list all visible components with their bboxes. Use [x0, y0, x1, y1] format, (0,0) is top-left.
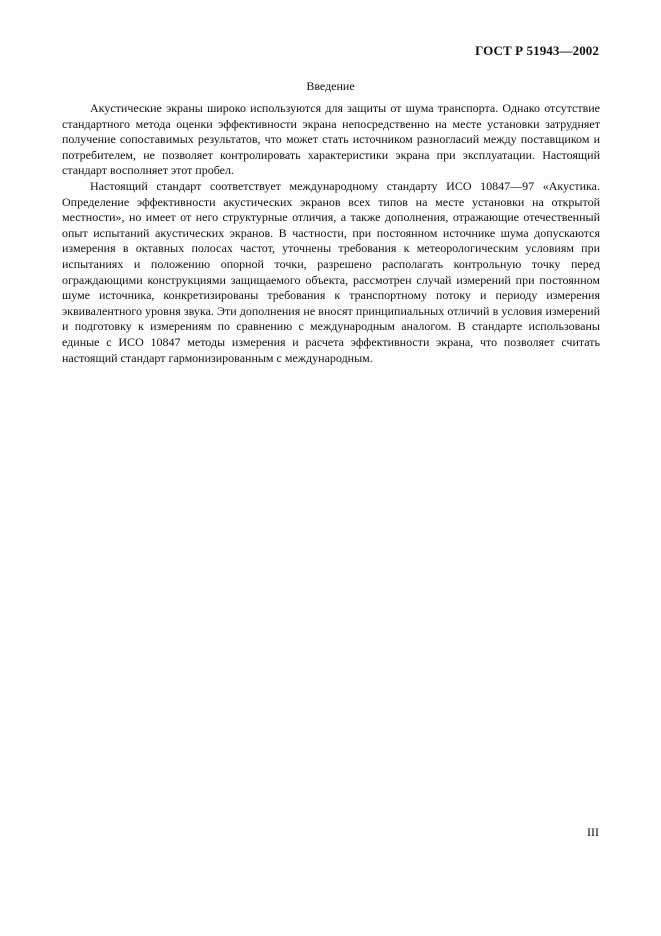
- paragraph-2: Настоящий стандарт соответствует международному стандарту ИСО 10847—97 «Акустика. Определение эффективности акустических экранов всех типов на месте установки на открытой местности», но имеет от него структурные отличия, а также дополнения, отражающие отечественный опыт испытаний акустических экранов. В частности, при постоянном источнике шума допускаются измерения в октавных полосах частот, уточнены требования к метеорологическим условиям при испытаниях и положению опорной точки, разрешено располагать контрольную точку перед ограждающими конструкциями защищаемого объекта, рассмотрен случай измерений при постоянном шуме источника, конкретизированы требования к транспортному потоку и периоду измерения эквивалентного уровня звука. Эти дополнения не вносят принципиальных отличий в условия измерений и подготовку к измерениям по сравнению с международным аналогом. В стандарте использованы единые с ИСО 10847 методы измерения и расчета эффективности экрана, что позволяет считать настоящий стандарт гармонизированным с международным.: [62, 178, 600, 365]
- standard-code-header: ГОСТ Р 51943—2002: [475, 43, 599, 58]
- page-number: III: [587, 825, 599, 839]
- section-title: Введение: [306, 79, 355, 93]
- paragraph-1: Акустические экраны широко используются для защиты от шума транспорта. Однако отсутствие стандартного метода оценки эффективности экрана непосредственно на месте установки затрудняет получение сопоставимых результатов, что может стать источником разногласий между поставщиком и потребителем, не позволяет контролировать характеристики экрана при эксплуатации. Настоящий стандарт восполняет этот пробел.: [62, 101, 600, 178]
- introduction-body: [62, 101, 600, 366]
